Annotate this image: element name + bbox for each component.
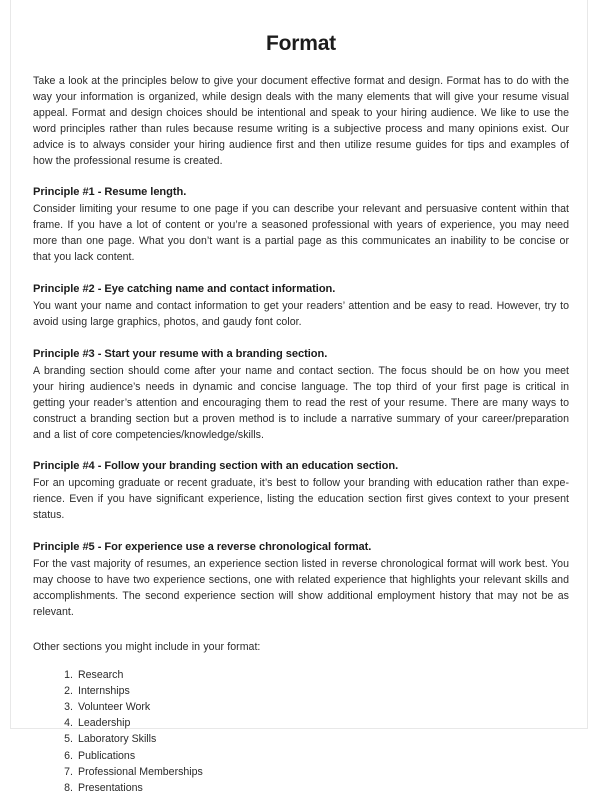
- list-item-label: Laboratory Skills: [78, 733, 157, 746]
- principle-heading-2: Principle #2 - Eye catching name and contact information.: [33, 283, 336, 296]
- principle-section-4: [33, 459, 569, 524]
- principle-section-3: [33, 347, 569, 444]
- list-item-number: 1.: [64, 668, 73, 681]
- principle-body-1: Consider limiting your resume to one page if you can describe your relevant and persuasive content within that frame. If you have a lot of content or you’re a seasoned professional with years of experience, you may need more than one page. What you don’t want is a partial page as this communicates an inability to be concise or that you lack content.: [33, 203, 569, 264]
- list-item-label: Volunteer Work: [78, 701, 151, 714]
- list-item-label: Research: [78, 668, 124, 681]
- other-sections-lead-in: Other sections you might include in your format:: [33, 640, 261, 653]
- principle-section-5: [33, 540, 569, 621]
- list-item: [33, 764, 569, 780]
- list-item-number: 7.: [64, 765, 73, 778]
- list-item-label: Professional Memberships: [78, 765, 203, 778]
- list-item-label: Presentations: [78, 782, 143, 795]
- list-item: [33, 731, 569, 747]
- list-item: [33, 699, 569, 715]
- list-item-number: 3.: [64, 701, 73, 714]
- list-item: [33, 683, 569, 699]
- principle-body-2: You want your name and contact information to get your readers’ attention and be easy to read. However, try to avoid using large graphics, photos, and gaudy font color.: [33, 300, 569, 328]
- principle-body-4: For an upcoming graduate or recent graduate, it’s best to follow your branding with education rather than expe-rience. Even if you have significant experience, listing the education section first gives context to your present status.: [33, 477, 569, 522]
- principle-heading-4: Principle #4 - Follow your branding section with an education section.: [33, 460, 399, 473]
- list-item-label: Internships: [78, 684, 130, 697]
- principle-section-2: [33, 282, 569, 331]
- principle-heading-5: Principle #5 - For experience use a reverse chronological format.: [33, 541, 372, 554]
- list-item-number: 4.: [64, 717, 73, 730]
- principle-heading-3: Principle #3 - Start your resume with a branding section.: [33, 347, 328, 360]
- intro-paragraph: Take a look at the principles below to give your document effective format and design. Format has to do with the way your information is organized, while design deals with the many elements that will give your resume visual appeal. Format and design choices should be intentional and speak to your hiring audience. We like to use the word principles rather than rules because resume writing is a subjective process and many opinions exist. Our advice is to always consider your hiring audience first and then utilize resume guides for tips and examples of how the professional resume is created.: [33, 75, 569, 167]
- list-item: [33, 780, 569, 796]
- list-item-number: 5.: [64, 733, 73, 746]
- document-page: [10, 0, 588, 795]
- list-item-label: Publications: [78, 749, 136, 762]
- list-item-label: Leadership: [78, 717, 131, 730]
- principle-body-5: For the vast majority of resumes, an experience section listed in reverse chronological format will work best. You may choose to have two experience sections, one with related experience that highlights your relevant skills and accomplishments. The second experience section will show additional employment history that may not be as relevant.: [33, 558, 569, 618]
- principle-heading-1: Principle #1 - Resume length.: [33, 186, 187, 199]
- other-sections-list: [33, 667, 569, 796]
- list-item-number: 6.: [64, 749, 73, 762]
- list-item: [33, 748, 569, 764]
- principle-section-1: [33, 185, 569, 266]
- document-body: [33, 0, 569, 796]
- list-item-number: 8.: [64, 782, 73, 795]
- list-item: [33, 667, 569, 683]
- list-item: [33, 715, 569, 731]
- list-item-number: 2.: [64, 684, 73, 697]
- page-title: Format: [266, 32, 336, 55]
- principle-body-3: A branding section should come after your name and contact section. The focus should be on how you meet your hiring audience’s needs in dynamic and concise language. The top third of your first page is critical in getting your reader’s attention and encouraging them to read the rest of your resume. There are many ways to construct a branding section but a proven method is to include a narrative summary of your career/preparation and a list of core competencies/knowledge/skills.: [33, 364, 569, 441]
